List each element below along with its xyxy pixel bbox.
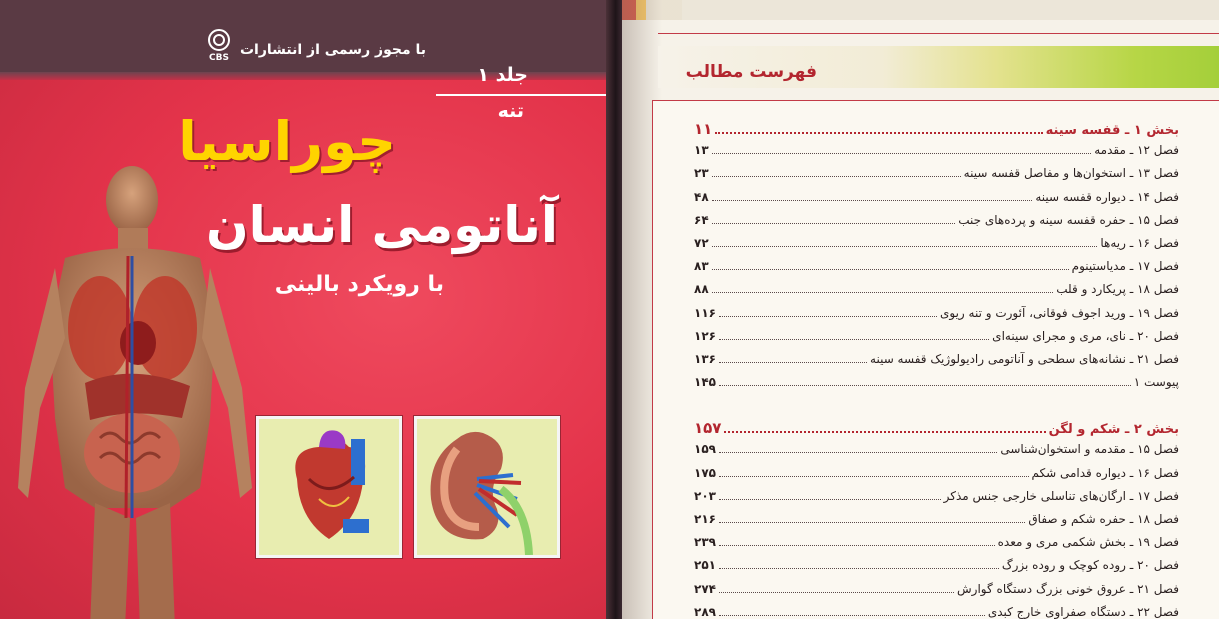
publisher-logo	[204, 28, 234, 62]
toc-entry[interactable]	[694, 236, 1179, 259]
chapter-title: فصل ۱۷ ـ ارگان‌های تناسلی خارجی جنس مذکر	[943, 488, 1179, 503]
leader-dots	[712, 192, 1033, 201]
chapter-title: فصل ۱۵ ـ مقدمه و استخوان‌شناسی	[1000, 442, 1179, 457]
section-title: بخش ۱ ـ قفسه سینه	[1045, 123, 1179, 138]
chapter-title: فصل ۲۲ ـ دستگاه صفراوی خارج کبدی	[987, 604, 1179, 619]
chapter-page-number: ۲۱۶	[694, 512, 716, 526]
chapter-page-number: ۷۲	[694, 235, 709, 250]
toc-entry[interactable]	[694, 375, 1179, 398]
chapter-page-number: ۲۰۳	[694, 488, 716, 503]
toc-entry[interactable]	[694, 329, 1179, 352]
section-title: بخش ۲ ـ شکم و لگن	[1048, 422, 1179, 438]
chapter-title: پیوست ۱	[1133, 375, 1179, 390]
chapter-page-number: ۱۳	[694, 143, 709, 158]
part-label: تنه	[497, 100, 524, 122]
leader-dots	[712, 168, 961, 177]
toc-entry[interactable]	[694, 558, 1179, 581]
chapter-page-number: ۸۸	[694, 282, 709, 297]
chapter-title: فصل ۱۷ ـ مدیاستینوم	[1071, 259, 1179, 274]
volume-divider	[436, 94, 606, 96]
chapter-title: فصل ۱۸ ـ پریکارد و قلب	[1056, 282, 1179, 297]
chapter-page-number: ۱۱۶	[694, 305, 716, 320]
leader-dots	[719, 560, 999, 569]
toc-entry[interactable]	[694, 306, 1179, 329]
chapter-title: فصل ۲۱ ـ نشانه‌های سطحی و آناتومی رادیولوژیک قفسه سینه	[870, 351, 1179, 366]
toc-entry[interactable]	[694, 512, 1179, 535]
leader-dots	[719, 537, 995, 546]
leader-dots	[719, 607, 985, 616]
toc-section-heading[interactable]	[694, 419, 1179, 442]
toc-entry[interactable]	[694, 582, 1179, 605]
toc-entry[interactable]	[694, 190, 1179, 213]
chapter-title: فصل ۱۹ ـ بخش شکمی مری و معده	[997, 535, 1179, 550]
header-rule	[658, 33, 1219, 34]
book-spine	[606, 0, 622, 619]
leader-dots	[719, 444, 997, 453]
toc-entry[interactable]	[694, 466, 1179, 489]
chapter-page-number: ۸۳	[694, 259, 709, 274]
chapter-page-number: ۲۳	[694, 166, 709, 181]
leader-dots	[719, 514, 1025, 523]
leader-dots	[719, 584, 954, 593]
chapter-title: فصل ۱۳ ـ استخوان‌ها و مفاصل قفسه سینه	[963, 166, 1179, 181]
toc-entry[interactable]	[694, 352, 1179, 375]
chapter-page-number: ۱۳۶	[694, 351, 716, 366]
chapter-title: فصل ۲۰ ـ نای، مری و مجرای سینه‌ای	[992, 328, 1179, 343]
leader-dots	[712, 215, 956, 224]
toc-entry[interactable]	[694, 143, 1179, 166]
chapter-page-number: ۲۵۱	[694, 558, 716, 573]
leader-dots	[719, 377, 1131, 386]
leader-dots	[719, 468, 1029, 477]
chapter-title: فصل ۱۶ ـ دیواره قدامی شکم	[1031, 465, 1179, 480]
chapter-page-number: ۱۲۶	[694, 328, 716, 343]
kidney-illustration	[414, 416, 560, 558]
book-title: آناتومی انسان	[205, 196, 558, 254]
contents-page	[622, 0, 1219, 619]
leader-dots	[719, 308, 937, 317]
leader-dots	[715, 124, 1042, 134]
chapter-page-number: ۱۷۵	[694, 465, 716, 480]
chapter-title: فصل ۱۹ ـ ورید اجوف فوقانی، آئورت و تنه ریوی	[939, 305, 1179, 320]
publisher-line: با مجوز رسمی از انتشارات	[239, 42, 426, 58]
chapter-title: فصل ۲۱ ـ عروق خونی بزرگ دستگاه گوارش	[957, 581, 1179, 596]
toc-section-heading[interactable]	[694, 120, 1179, 143]
section-gap	[694, 398, 1179, 419]
chapter-page-number: ۲۸۹	[694, 604, 716, 619]
toc-entry[interactable]	[694, 489, 1179, 512]
leader-dots	[712, 261, 1069, 270]
chapter-title: فصل ۲۰ ـ روده کوچک و روده بزرگ	[1001, 558, 1179, 573]
leader-dots	[719, 331, 989, 340]
chapter-page-number: ۲۷۴	[694, 581, 716, 596]
toc-entry[interactable]	[694, 259, 1179, 282]
section-page-number: ۱۱	[694, 120, 713, 138]
chapter-page-number: ۱۵۹	[694, 442, 716, 457]
leader-dots	[712, 145, 1092, 154]
chapter-page-number: ۱۴۵	[694, 375, 716, 390]
toc-title: فهرست مطالب	[685, 62, 817, 82]
leader-dots	[719, 491, 941, 500]
chapter-title: فصل ۱۴ ـ دیواره قفسه سینه	[1035, 189, 1179, 204]
leader-dots	[712, 284, 1054, 293]
leader-dots	[724, 423, 1045, 433]
chapter-page-number: ۶۴	[694, 212, 709, 227]
heart-illustration	[256, 416, 402, 558]
leader-dots	[719, 354, 867, 363]
volume-label: جلد ۱	[477, 64, 528, 86]
chapter-title: فصل ۱۵ ـ حفره قفسه سینه و پرده‌های جنب	[958, 212, 1179, 227]
book-subtitle: با رویکرد بالینی	[274, 272, 444, 297]
toc-list	[694, 120, 1179, 619]
anatomy-figure-illustration	[10, 158, 260, 619]
chapter-page-number: ۴۸	[694, 189, 709, 204]
chapter-page-number: ۲۳۹	[694, 535, 716, 550]
chapter-title: فصل ۱۸ ـ حفره شکم و صفاق	[1028, 512, 1179, 526]
cover-top-band	[0, 0, 606, 72]
toc-entry[interactable]	[694, 282, 1179, 305]
author-name: چوراسیا	[178, 110, 396, 173]
page-top-strip-light	[682, 0, 1219, 20]
toc-entry[interactable]	[694, 213, 1179, 236]
book-cover	[0, 0, 606, 619]
toc-entry[interactable]	[694, 166, 1179, 189]
chapter-title: فصل ۱۶ ـ ریه‌ها	[1100, 235, 1179, 250]
toc-entry[interactable]	[694, 605, 1179, 619]
leader-dots	[712, 238, 1098, 247]
toc-entry[interactable]	[694, 442, 1179, 465]
section-page-number: ۱۵۷	[694, 419, 722, 438]
toc-entry[interactable]	[694, 535, 1179, 558]
chapter-title: فصل ۱۲ ـ مقدمه	[1094, 143, 1179, 158]
publisher-logo-text: CBS	[209, 53, 229, 62]
